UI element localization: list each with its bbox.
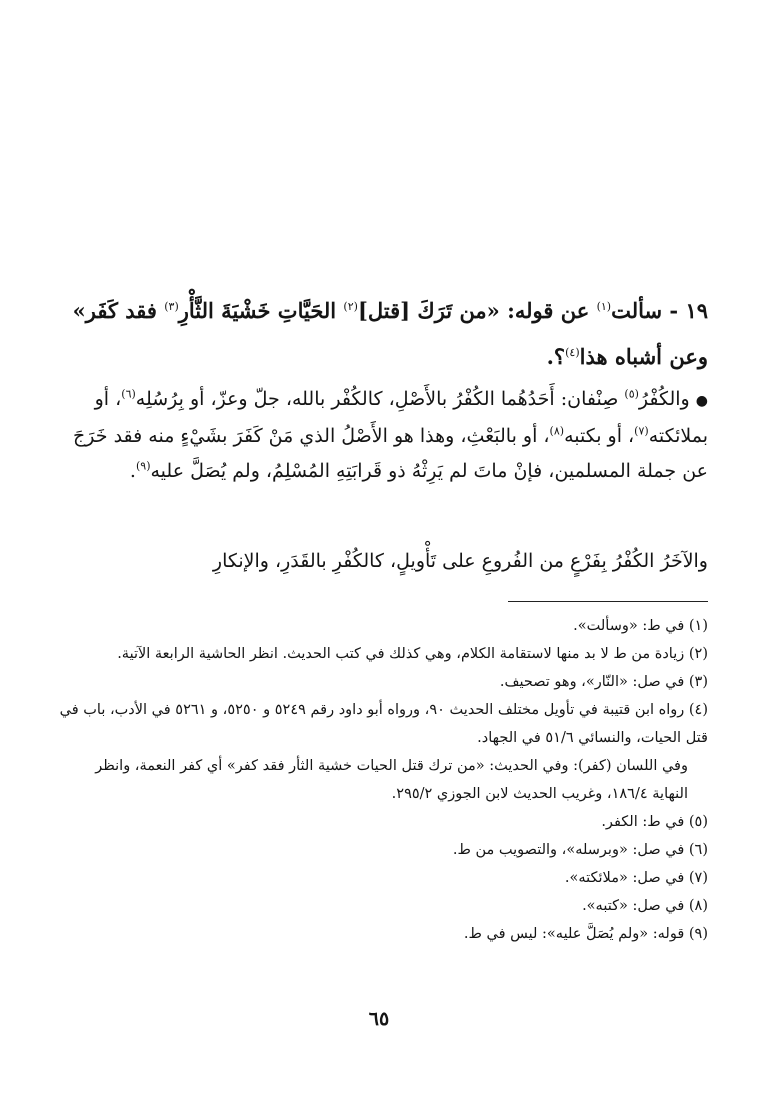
question-number: ١٩ - [662, 298, 708, 323]
second-paragraph [58, 544, 708, 579]
footnote-ref: (٦) [121, 387, 136, 401]
paragraph-text: . [129, 460, 136, 482]
footnote-8: (٨) في صل: «كتبه». [582, 898, 708, 914]
footnote-ref: (٨) [549, 424, 565, 438]
footnote-ref: (٥) [624, 387, 639, 401]
page-number: ٦٥ [368, 1008, 390, 1030]
footnote-6: (٦) في صل: «وبرسله»، والتصويب من ط. [452, 842, 708, 858]
footnote-ref: (٢) [343, 300, 358, 313]
footnote-5: (٥) في ط: الكفر. [601, 814, 708, 830]
paragraph-text: ، أو بكتبه [564, 425, 635, 447]
footnote-2: (٢) زيادة من ط لا بد منها لاستقامة الكلام، وهي كذلك في كتب الحديث. انظر الحاشية الرابعة الآتية. [117, 646, 708, 662]
paragraph-text: ، أو بالبَعْثِ، وهذا هو الأَصْلُ الذي مَنْ كَفَرَ بشَيْءٍ منه فقد خَرَجَ عن جملة المسلمين، فإنْ ماتَ لم يَرِثْهُ ذو قَرابَتِهِ المُسْلِمُ، ولم يُصَلَّ عليه [73, 425, 708, 482]
footnote-9: (٩) قوله: «ولم يُصَلَّ عليه»: ليس في ط. [463, 926, 708, 942]
footnote-4-continued: وفي اللسان (كفر): وفي الحديث: «من ترك قتل الحيات خشية الثأر فقد كفر» أي كفر النعمة، وانظر النهاية ١٨٦/٤، وغريب الحديث لابن الجوزي ٢٩٥/٢. [95, 758, 688, 802]
footnote-1: (١) في ط: «وسألت». [573, 618, 708, 634]
question-text: الحَيَّاتِ خَشْيَةَ الثَّأْرِ [178, 298, 344, 323]
footnote-ref: (٧) [634, 424, 649, 438]
footnote-divider [508, 601, 708, 602]
paragraph-text: ، أو بملائكته [94, 388, 708, 447]
question-paragraph [58, 288, 708, 380]
paragraph-text: والآخَرُ الكُفْرُ بِفَرْعٍ من الفُروعِ على تَأْويلٍ، كالكُفْرِ بالقَدَرِ، والإنكارِ [212, 550, 708, 572]
footnote-7: (٧) في صل: «ملائكته». [564, 870, 708, 886]
paragraph-text: والكُفْرُ [638, 388, 696, 410]
footnotes [58, 612, 708, 948]
footnote-ref: (٤) [565, 346, 580, 359]
footnote-ref: (٣) [164, 300, 179, 313]
question-text: سألت [611, 298, 663, 323]
footnote-ref: (٩) [135, 459, 151, 473]
question-text: فقد كَفَر» وعن أشباه هذا [72, 298, 708, 369]
question-text: ؟. [546, 344, 566, 369]
bullet-icon: ● [695, 393, 708, 409]
footnote-3: (٣) في صل: «النّار»، وهو تصحيف. [499, 674, 708, 690]
footnote-ref: (١) [596, 300, 612, 313]
answer-paragraph [58, 382, 708, 489]
footnote-4: (٤) رواه ابن قتيبة في تأويل مختلف الحديث ٩٠، ورواه أبو داود رقم ٥٢٤٩ و ٥٢٥٠، و ٥٢٦١ في الأدب، باب في قتل الحيات، والنسائي ٥١/٦ في الجهاد. [59, 702, 708, 746]
paragraph-text: صِنْفان: أَحَدُهُما الكُفْرُ بالأَصْلِ، كالكُفْر بالله، جلّ وعزّ، أو بِرُسُلِه [135, 388, 625, 410]
question-text: عن قوله: «من تَرَكَ [قتل] [357, 298, 597, 323]
